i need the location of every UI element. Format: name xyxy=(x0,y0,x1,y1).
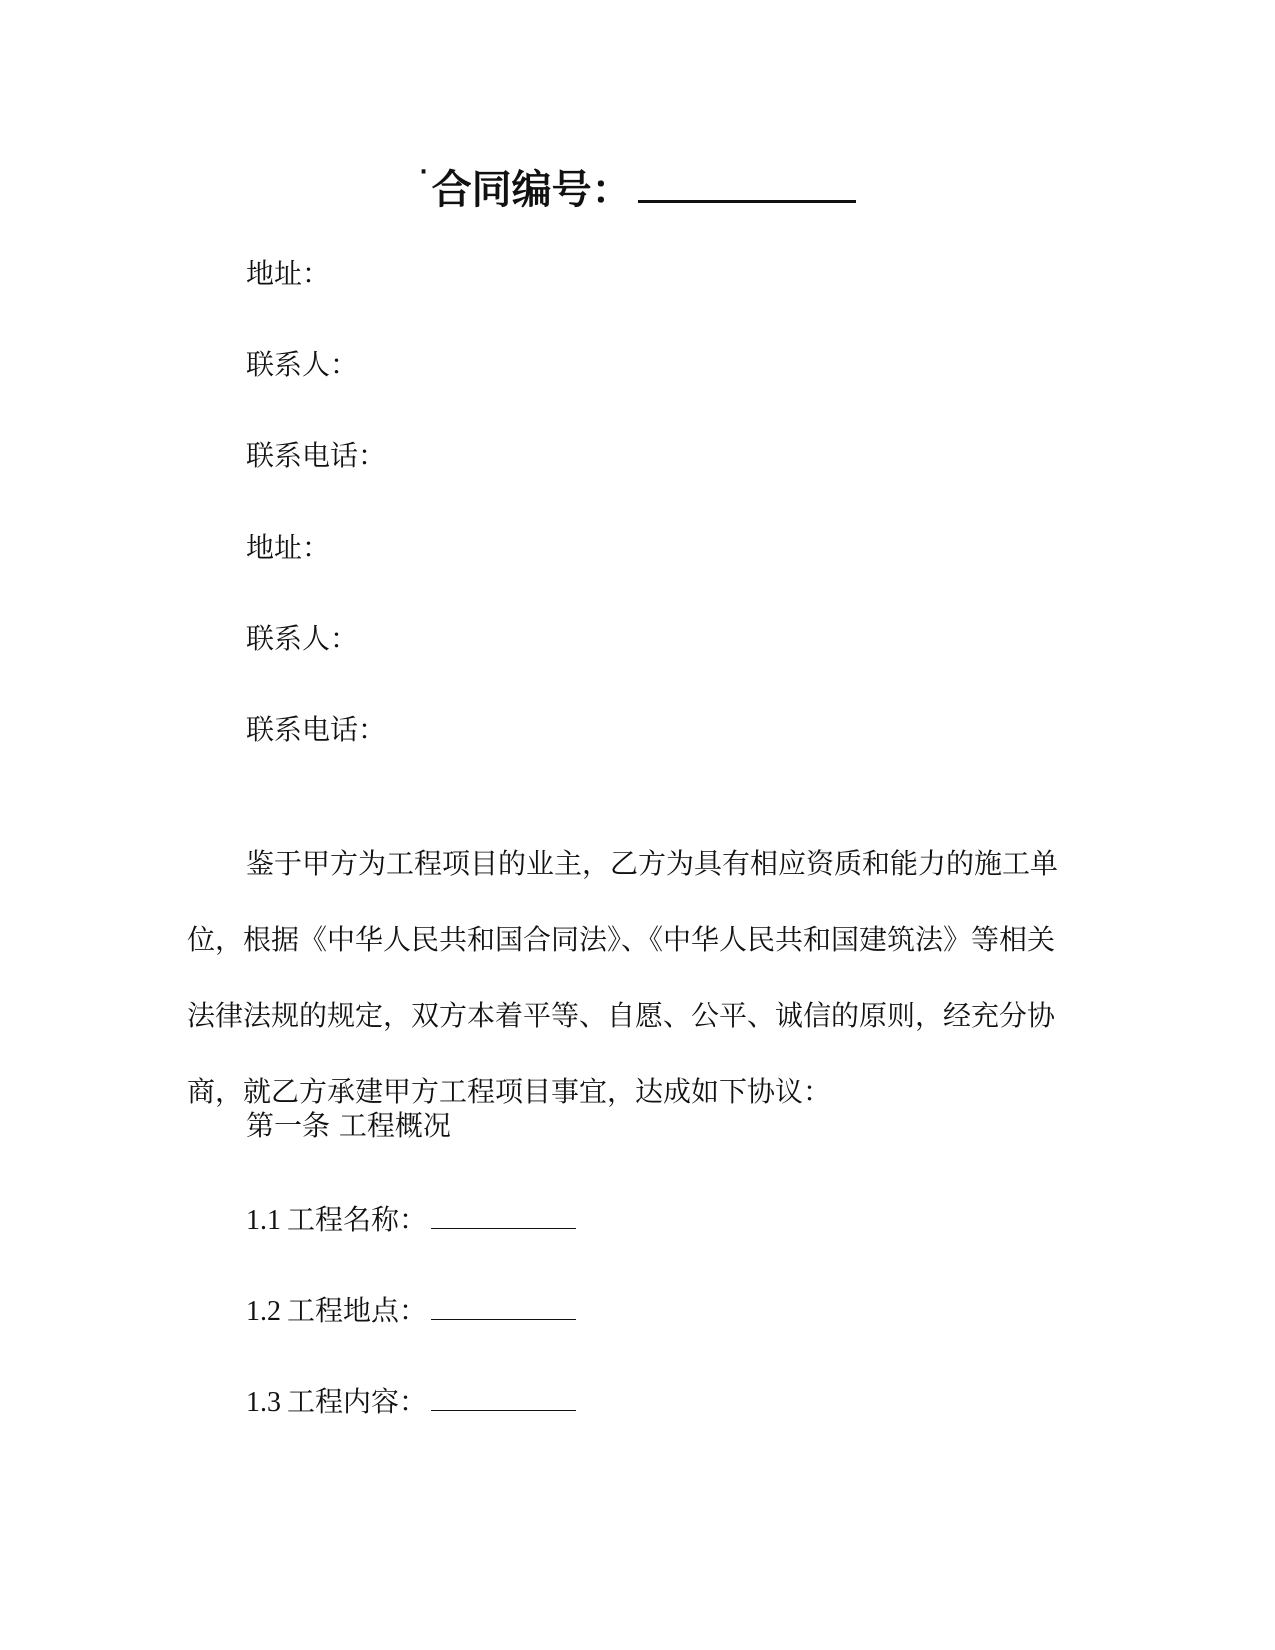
contract-number-title xyxy=(0,158,1275,218)
item-number: 1.2 xyxy=(246,1296,281,1327)
article-1-heading: 第一条 工程概况 xyxy=(246,1109,451,1142)
item-label: 工程地点： xyxy=(287,1294,428,1327)
title-text: 合同编号： xyxy=(431,167,632,213)
item-number: 1.1 xyxy=(246,1205,281,1236)
item-project-content xyxy=(246,1380,576,1423)
party-b-phone-label: 联系电话： xyxy=(246,713,387,746)
item-number: 1.3 xyxy=(246,1387,281,1418)
party-b-contact-label: 联系人： xyxy=(246,622,359,655)
contract-number-blank xyxy=(638,158,856,203)
item-label: 工程名称： xyxy=(287,1203,428,1236)
item-project-name xyxy=(246,1198,576,1241)
party-a-phone-label: 联系电话： xyxy=(246,439,387,472)
title-mark: · xyxy=(419,160,428,185)
party-a-address-label: 地址： xyxy=(246,257,331,290)
preamble-paragraph: 鉴于甲方为工程项目的业主，乙方为具有相应资质和能力的施工单位，根据《中华人民共和国合同法》、《中华人民共和国建筑法》等相关法律法规的规定，双方本着平等、自愿、公平、诚信的原则，经充分协商，就乙方承建甲方工程项目事宜，达成如下协议： xyxy=(187,847,1059,1108)
item-label: 工程内容： xyxy=(287,1385,428,1418)
party-b-address-label: 地址： xyxy=(246,531,331,564)
fill-in-blank xyxy=(431,1380,576,1411)
party-a-contact-label: 联系人： xyxy=(246,348,359,381)
item-project-location xyxy=(246,1289,576,1332)
fill-in-blank xyxy=(431,1198,576,1229)
fill-in-blank xyxy=(431,1289,576,1320)
